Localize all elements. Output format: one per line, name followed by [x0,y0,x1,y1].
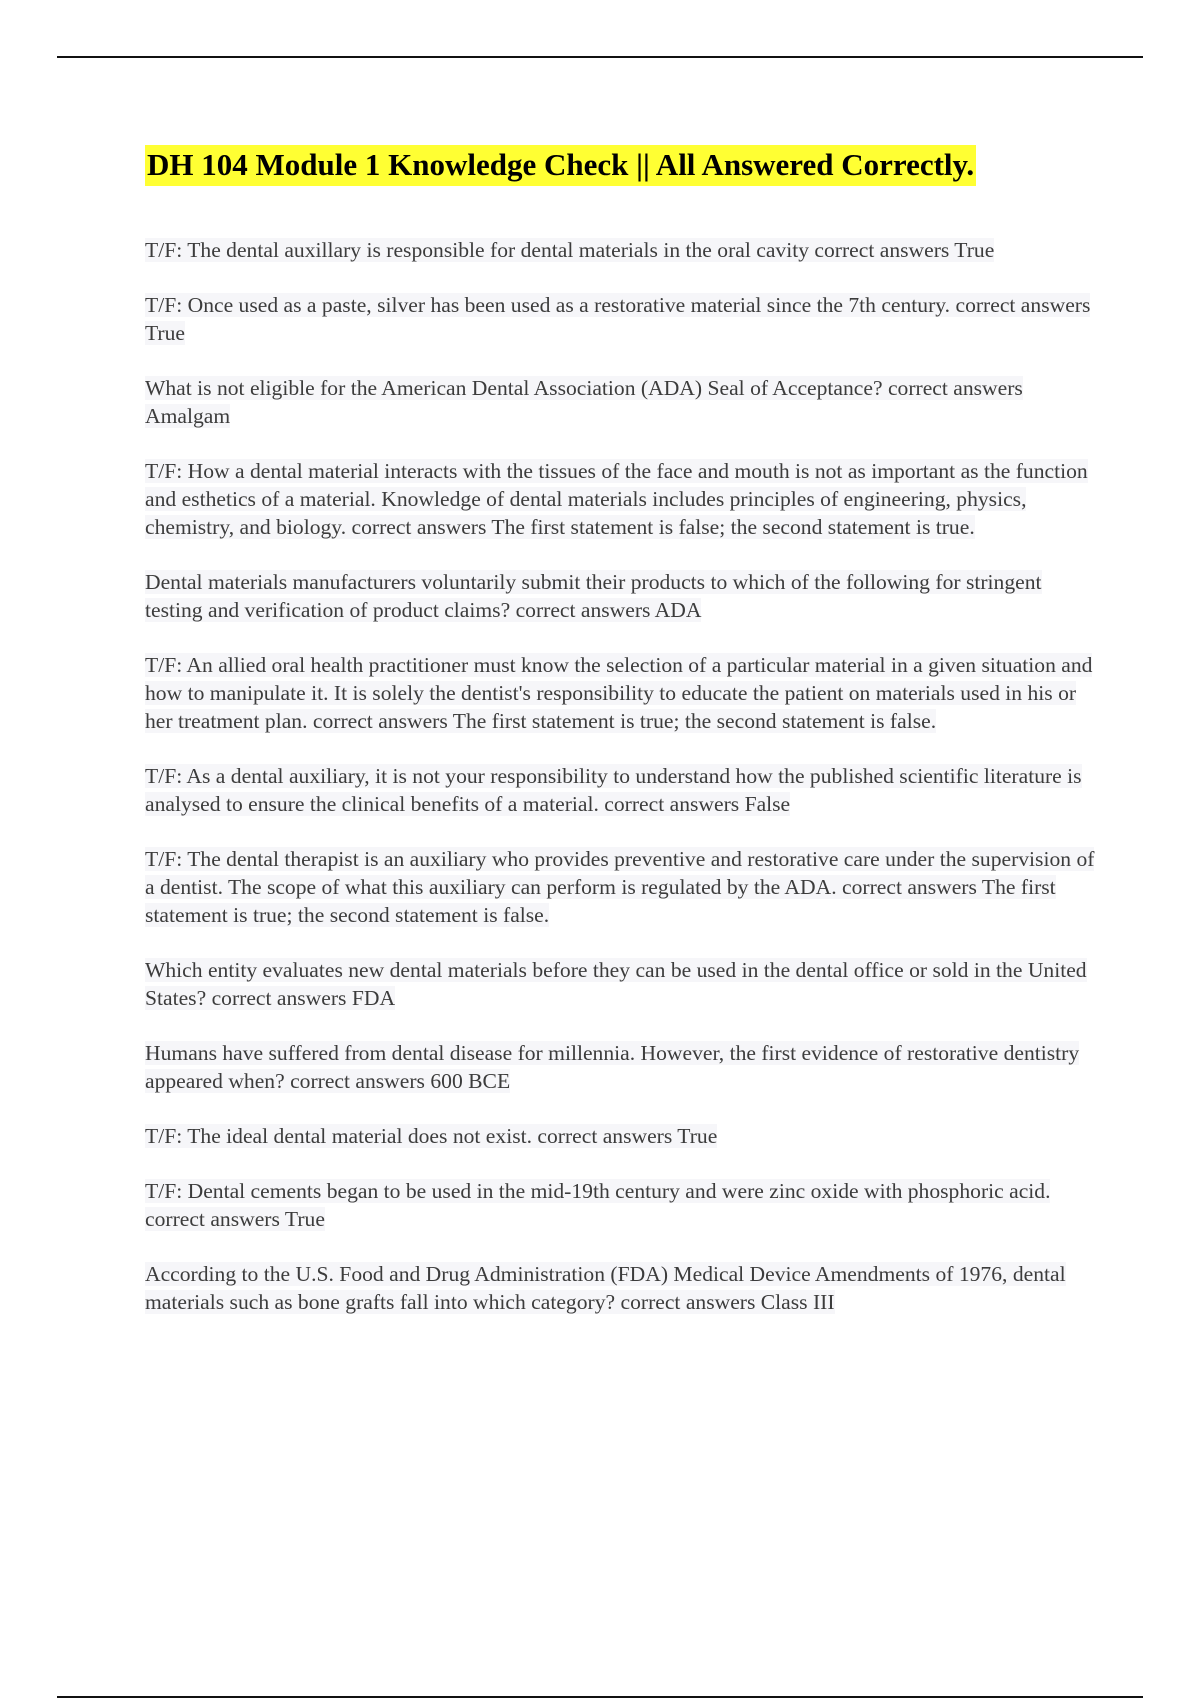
qa-item: T/F: An allied oral health practitioner must know the selection of a particular material in a given situation and how to manipulate it. It is solely the dentist's responsibility to educate the patient on materials used in his or her treatment plan. correct answers The first statement is true; the second statement is false. [145,653,1093,733]
qa-item: T/F: Once used as a paste, silver has been used as a restorative material since the 7th century. correct answers True [145,293,1091,345]
qa-item: T/F: The dental therapist is an auxiliary who provides preventive and restorative care under the supervision of a dentist. The scope of what this auxiliary can perform is regulated by the ADA. correct answers The first statement is true; the second statement is false. [145,847,1095,927]
document-title [145,143,976,187]
qa-item: Which entity evaluates new dental materials before they can be used in the dental office or sold in the United States? correct answers FDA [145,958,1087,1010]
qa-item: What is not eligible for the American Dental Association (ADA) Seal of Acceptance? correct answers Amalgam [145,376,1023,428]
qa-item: T/F: How a dental material interacts with the tissues of the face and mouth is not as important as the function and esthetics of a material. Knowledge of dental materials includes principles of engineering, physics, chemistry, and biology. correct answers The first statement is false; the second statement is true. [145,459,1088,539]
title-highlight: DH 104 Module 1 Knowledge Check || All Answered Correctly. [145,145,976,186]
qa-item: According to the U.S. Food and Drug Administration (FDA) Medical Device Amendments of 1976, dental materials such as bone grafts fall into which category? correct answers Class III [145,1262,1066,1314]
qa-item: T/F: The ideal dental material does not exist. correct answers True [145,1124,718,1148]
qa-item: Humans have suffered from dental disease for millennia. However, the first evidence of restorative dentistry appeared when? correct answers 600 BCE [145,1041,1080,1093]
qa-item: T/F: The dental auxillary is responsible for dental materials in the oral cavity correct answers True [145,238,995,262]
top-rule [57,56,1143,58]
qa-item: Dental materials manufacturers voluntarily submit their products to which of the following for stringent testing and verification of product claims? correct answers ADA [145,570,1042,622]
qa-item: T/F: As a dental auxiliary, it is not your responsibility to understand how the published scientific literature is analysed to ensure the clinical benefits of a material. correct answers False [145,764,1082,816]
bottom-rule [57,1696,1143,1698]
question-answer-list [145,236,1095,1343]
qa-item: T/F: Dental cements began to be used in the mid-19th century and were zinc oxide with phosphoric acid. correct answers True [145,1179,1051,1231]
